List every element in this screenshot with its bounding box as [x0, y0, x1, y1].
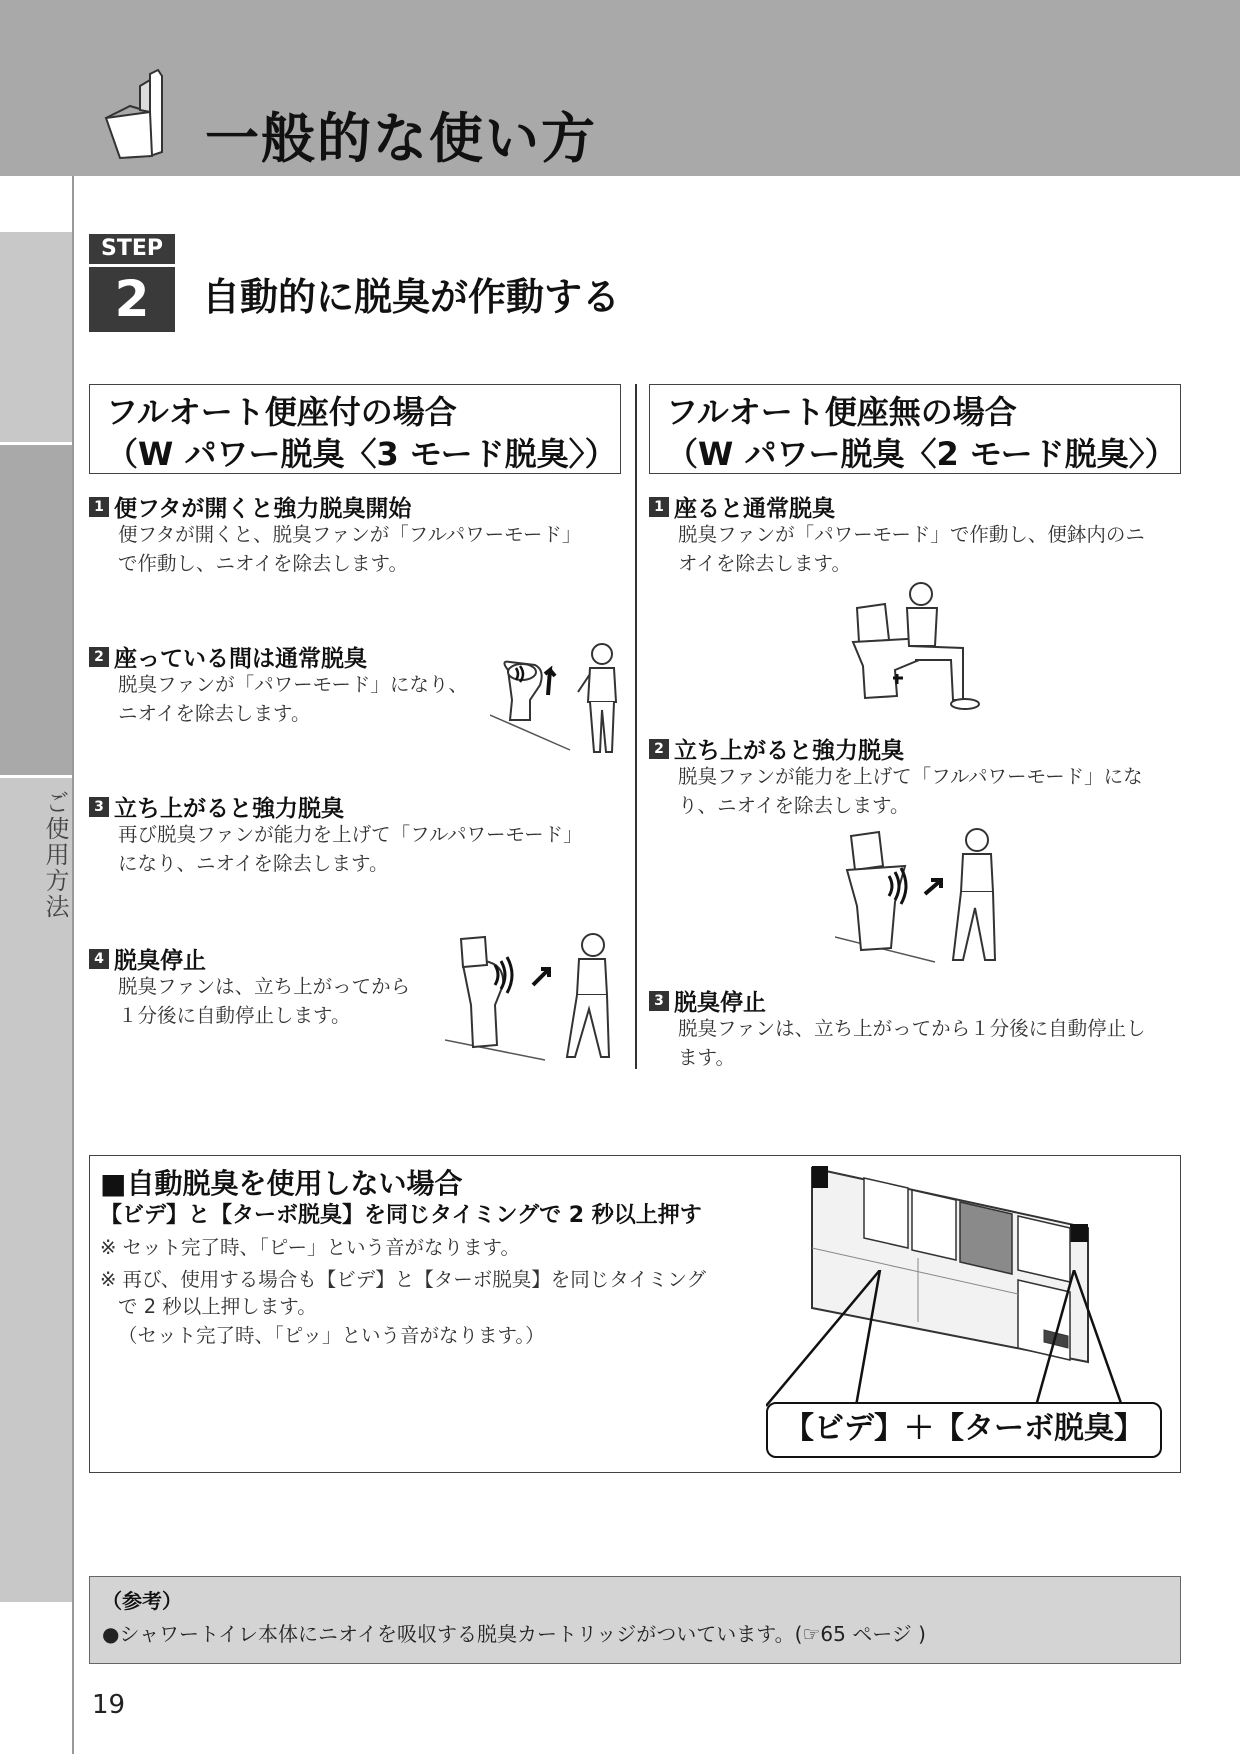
- left-item-body: [118, 670, 468, 728]
- item-number: 1: [649, 497, 669, 517]
- right-item-heading: [649, 984, 766, 1017]
- left-item-heading: [89, 790, 344, 823]
- step-number: 2: [89, 267, 175, 332]
- item-heading-text: 座っている間は通常脱臭: [114, 646, 367, 672]
- body-line: １分後に自動停止します。: [118, 1004, 351, 1027]
- body-line: 再び脱臭ファンが能力を上げて「フルパワーモード」: [118, 823, 583, 846]
- body-line: ます。: [678, 1046, 735, 1069]
- standing-up-person-toilet-illustration: [835, 822, 1015, 970]
- item-number: 2: [89, 647, 109, 667]
- body-line: 脱臭ファンが「パワーモード」になり、: [118, 673, 468, 696]
- left-item-heading: [89, 942, 206, 975]
- item-heading-text: 便フタが開くと強力脱臭開始: [114, 496, 412, 522]
- right-item-body: [678, 1014, 1146, 1072]
- step-badge: [89, 234, 175, 332]
- disable-section-instruction: 【ビデ】と【ターボ脱臭】を同じタイミングで 2 秒以上押す: [100, 1203, 702, 1228]
- toilet-icon: [100, 66, 180, 170]
- body-line: で作動し、ニオイを除去します。: [118, 552, 408, 575]
- reference-title: （参考）: [102, 1589, 182, 1613]
- disable-section-title: ■自動脱臭を使用しない場合: [100, 1167, 463, 1200]
- disable-note: （セット完了時、「ピッ」という音がなります。）: [118, 1324, 545, 1347]
- body-line: 脱臭ファンは、立ち上がってから: [118, 975, 411, 998]
- left-item-body: [118, 972, 410, 1030]
- disable-note: ※ セット完了時、「ピー」という音がなります。: [100, 1236, 520, 1259]
- column-divider: [635, 384, 637, 1069]
- item-heading-text: 脱臭停止: [114, 948, 206, 974]
- side-divider: [72, 176, 74, 1754]
- left-item-heading: [89, 490, 411, 523]
- body-line: になり、ニオイを除去します。: [118, 852, 389, 875]
- section-tab-label: ご使用方法: [41, 790, 69, 920]
- standing-person-toilet-illustration: [490, 640, 625, 770]
- body-line: 脱臭ファンが能力を上げて「フルパワーモード」にな: [678, 765, 1143, 788]
- callout-pointer-lines: [766, 1270, 1126, 1410]
- right-item-heading: [649, 732, 904, 765]
- left-heading-box: [89, 384, 621, 474]
- item-number: 3: [89, 797, 109, 817]
- item-number: 4: [89, 949, 109, 969]
- left-heading-line1: フルオート便座付の場合: [106, 393, 457, 431]
- body-line: 便フタが開くと、脱臭ファンが「フルパワーモード」: [118, 523, 582, 546]
- left-heading-line2: （W パワー脱臭〈3 モード脱臭〉）: [106, 435, 617, 473]
- body-line: 脱臭ファンが「パワーモード」で作動し、便鉢内のニ: [678, 523, 1145, 546]
- right-item-body: [678, 520, 1145, 578]
- right-item-body: [678, 762, 1143, 820]
- body-line: オイを除去します。: [678, 552, 851, 575]
- left-item-heading: [89, 640, 367, 673]
- left-item-body: [118, 520, 581, 578]
- right-heading-line2: （W パワー脱臭〈2 モード脱臭〉）: [666, 435, 1177, 473]
- seated-person-toilet-illustration: [845, 580, 995, 720]
- header-band: [0, 0, 1240, 176]
- page-title: 一般的な使い方: [205, 107, 597, 170]
- disable-note: で 2 秒以上押します。: [118, 1295, 317, 1318]
- item-heading-text: 脱臭停止: [674, 990, 766, 1016]
- right-heading-line1: フルオート便座無の場合: [666, 393, 1017, 431]
- item-number: 2: [649, 739, 669, 759]
- body-line: り、ニオイを除去します。: [678, 794, 910, 817]
- item-heading-text: 座ると通常脱臭: [674, 496, 835, 522]
- step-label: STEP: [89, 234, 175, 264]
- right-heading-box: [649, 384, 1181, 474]
- standing-up-person-toilet-illustration: [445, 925, 625, 1070]
- side-strip: [0, 232, 72, 442]
- disable-note: ※ 再び、使用する場合も【ビデ】と【ターボ脱臭】を同じタイミング: [100, 1268, 706, 1291]
- right-item-heading: [649, 490, 835, 523]
- body-line: 脱臭ファンは、立ち上がってから１分後に自動停止し: [678, 1017, 1146, 1040]
- left-item-body: [118, 820, 583, 878]
- item-number: 1: [89, 497, 109, 517]
- page-number: 19: [92, 1690, 126, 1720]
- item-heading-text: 立ち上がると強力脱臭: [114, 796, 344, 822]
- item-heading-text: 立ち上がると強力脱臭: [674, 738, 904, 764]
- reference-box: [89, 1576, 1181, 1664]
- button-combination-callout: 【ビデ】＋【ターボ脱臭】: [766, 1402, 1162, 1458]
- reference-text: ●シャワートイレ本体にニオイを吸収する脱臭カートリッジがついています。(☞65 ページ ): [102, 1622, 926, 1646]
- side-strip: [0, 445, 72, 775]
- body-line: ニオイを除去します。: [118, 702, 311, 725]
- step-title: 自動的に脱臭が作動する: [202, 275, 621, 319]
- item-number: 3: [649, 991, 669, 1011]
